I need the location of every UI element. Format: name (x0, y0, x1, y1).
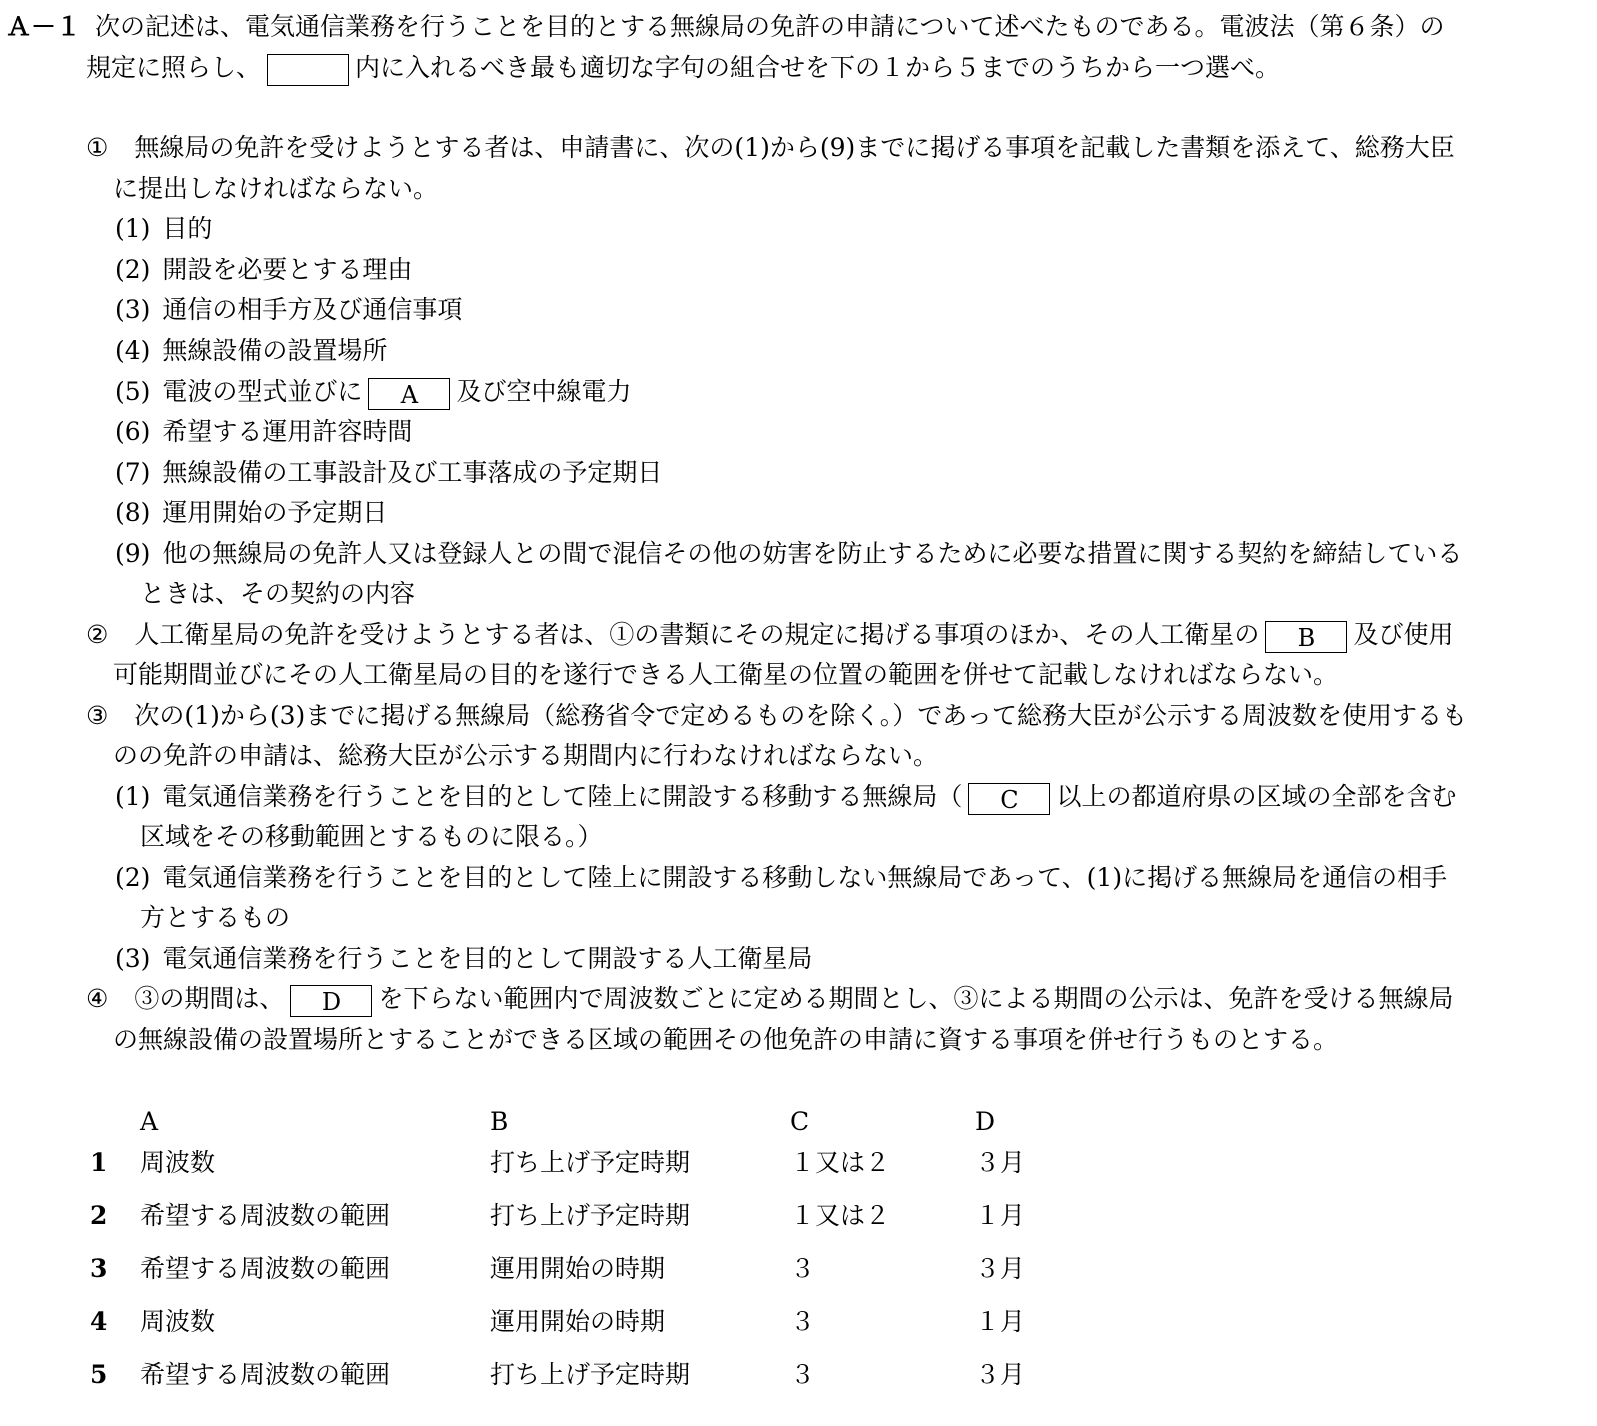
para1-item-5 (115, 371, 631, 412)
para1-mark: ① (86, 133, 109, 162)
item-text: 無線設備の設置場所 (162, 336, 388, 365)
item-num: (8) (115, 498, 151, 527)
choice-5-b: 打ち上げ予定時期 (490, 1360, 691, 1389)
para3-mark: ③ (86, 701, 109, 730)
item-text: 電気通信業務を行うことを目的として陸上に開設する移動する無線局（ (162, 782, 963, 811)
choice-1-a: 周波数 (140, 1148, 216, 1177)
para1-item-6 (115, 411, 412, 452)
para3-line-2: のの免許の申請は、総務大臣が公示する期間内に行わなければならない。 (113, 741, 939, 770)
choice-3-a: 希望する周波数の範囲 (140, 1254, 391, 1283)
choice-1-d: ３月 (975, 1148, 1026, 1177)
choice-1-b: 打ち上げ予定時期 (490, 1148, 691, 1177)
para3-line-1 (86, 695, 1467, 736)
item-num: (7) (115, 458, 151, 487)
choice-5-num[interactable]: 5 (90, 1360, 108, 1389)
item-text: 無線設備の工事設計及び工事落成の予定期日 (162, 458, 663, 487)
question-intro-1: 次の記述は、電気通信業務を行うことを目的とする無線局の免許の申請について述べたものである。電波法（第６条）の (95, 12, 1445, 41)
para3-item-2 (115, 857, 1447, 898)
item-num: (3) (115, 944, 151, 973)
item-text: 運用開始の予定期日 (162, 498, 388, 527)
item-text: 以上の都道府県の区域の全部を含む (1056, 782, 1457, 811)
para3-text-1: 次の(1)から(3)までに掲げる無線局（総務省令で定めるものを除く。）であって総務大臣が公示する周波数を使用するも (134, 701, 1468, 730)
para3-item-2-cont: 方とするもの (140, 903, 291, 932)
question-line-2 (86, 47, 1280, 88)
item-num: (2) (115, 863, 151, 892)
choice-1-c: １又は２ (790, 1148, 891, 1177)
para1-text-1: 無線局の免許を受けようとする者は、申請書に、次の(1)から(9)までに掲げる事項を記載した書類を添えて、総務大臣 (134, 133, 1455, 162)
item-text: 電波の型式並びに (162, 377, 363, 406)
item-num: (3) (115, 295, 151, 324)
choice-4-b: 運用開始の時期 (490, 1307, 666, 1336)
para4-mark: ④ (86, 984, 109, 1013)
question-number: Ａ－１ (6, 12, 82, 41)
item-num: (9) (115, 539, 151, 568)
question-intro-2b: 内に入れるべき最も適切な字句の組合せを下の１から５までのうちから一つ選べ。 (355, 53, 1281, 82)
item-text: 電気通信業務を行うことを目的として開設する人工衛星局 (162, 944, 813, 973)
choice-3-num[interactable]: 3 (90, 1254, 108, 1283)
header-c: C (790, 1107, 810, 1136)
para1-item-2 (115, 249, 412, 290)
choice-4-a: 周波数 (140, 1307, 216, 1336)
para4-line-1 (86, 978, 1453, 1019)
item-text: 通信の相手方及び通信事項 (162, 295, 463, 324)
para2-mark: ② (86, 620, 109, 649)
choice-2-b: 打ち上げ予定時期 (490, 1201, 691, 1230)
para1-item-3 (115, 289, 462, 330)
blank-box-empty (267, 54, 349, 86)
item-text: 及び空中線電力 (456, 377, 632, 406)
item-text: 希望する運用許容時間 (162, 417, 413, 446)
choice-2-a: 希望する周波数の範囲 (140, 1201, 391, 1230)
choice-2-c: １又は２ (790, 1201, 891, 1230)
para1-item-1 (115, 208, 212, 249)
item-text: 電気通信業務を行うことを目的として陸上に開設する移動しない無線局であって、(1)に掲げる無線局を通信の相手 (162, 863, 1448, 892)
item-num: (5) (115, 377, 151, 406)
para4-line-2: の無線設備の設置場所とすることができる区域の範囲その他免許の申請に資する事項を併せ行うものとする。 (113, 1025, 1339, 1054)
para2-text-1a: 人工衛星局の免許を受けようとする者は、①の書類にその規定に掲げる事項のほか、その人工衛星の (134, 620, 1260, 649)
para2-text-1b: 及び使用 (1353, 620, 1454, 649)
blank-box-c: C (968, 783, 1050, 815)
para3-item-1 (115, 776, 1456, 817)
header-a: A (140, 1107, 159, 1136)
choice-2-d: １月 (975, 1201, 1026, 1230)
item-num: (6) (115, 417, 151, 446)
item-text: 他の無線局の免許人又は登録人との間で混信その他の妨害を防止するために必要な措置に関する契約を締結している (162, 539, 1463, 568)
question-line-1 (6, 6, 1445, 47)
choice-3-c: ３ (790, 1254, 816, 1283)
para3-item-3 (115, 938, 812, 979)
blank-box-b: B (1265, 621, 1347, 653)
choice-5-a: 希望する周波数の範囲 (140, 1360, 391, 1389)
para1-item-8 (115, 492, 387, 533)
header-d: D (975, 1107, 996, 1136)
para1-item-9 (115, 533, 1462, 574)
item-num: (1) (115, 782, 151, 811)
choice-5-d: ３月 (975, 1360, 1026, 1389)
para1-item-4 (115, 330, 387, 371)
choice-1-num[interactable]: 1 (90, 1148, 108, 1177)
choice-5-c: ３ (790, 1360, 816, 1389)
choice-4-num[interactable]: 4 (90, 1307, 108, 1336)
para1-line-2: に提出しなければならない。 (113, 174, 439, 203)
para1-line-1 (86, 127, 1455, 168)
choice-4-c: ３ (790, 1307, 816, 1336)
para2-line-1 (86, 614, 1453, 655)
header-b: B (490, 1107, 509, 1136)
choice-3-d: ３月 (975, 1254, 1026, 1283)
item-num: (1) (115, 214, 151, 243)
item-num: (4) (115, 336, 151, 365)
choice-2-num[interactable]: 2 (90, 1201, 108, 1230)
para1-item-9-cont: ときは、その契約の内容 (140, 579, 416, 608)
para3-item-1-cont: 区域をその移動範囲とするものに限る。） (140, 822, 603, 851)
choice-4-d: １月 (975, 1307, 1026, 1336)
blank-box-a: A (368, 378, 450, 410)
choice-3-b: 運用開始の時期 (490, 1254, 666, 1283)
question-intro-2a: 規定に照らし、 (86, 53, 262, 82)
para1-item-7 (115, 452, 662, 493)
item-text: 目的 (162, 214, 213, 243)
para4-text-1a: ③の期間は、 (134, 984, 285, 1013)
para2-line-2: 可能期間並びにその人工衛星局の目的を遂行できる人工衛星の位置の範囲を併せて記載しなければならない。 (113, 660, 1339, 689)
item-num: (2) (115, 255, 151, 284)
para4-text-1b: を下らない範囲内で周波数ごとに定める期間とし、③による期間の公示は、免許を受ける無線局 (378, 984, 1454, 1013)
blank-box-d: D (290, 985, 372, 1017)
item-text: 開設を必要とする理由 (162, 255, 413, 284)
